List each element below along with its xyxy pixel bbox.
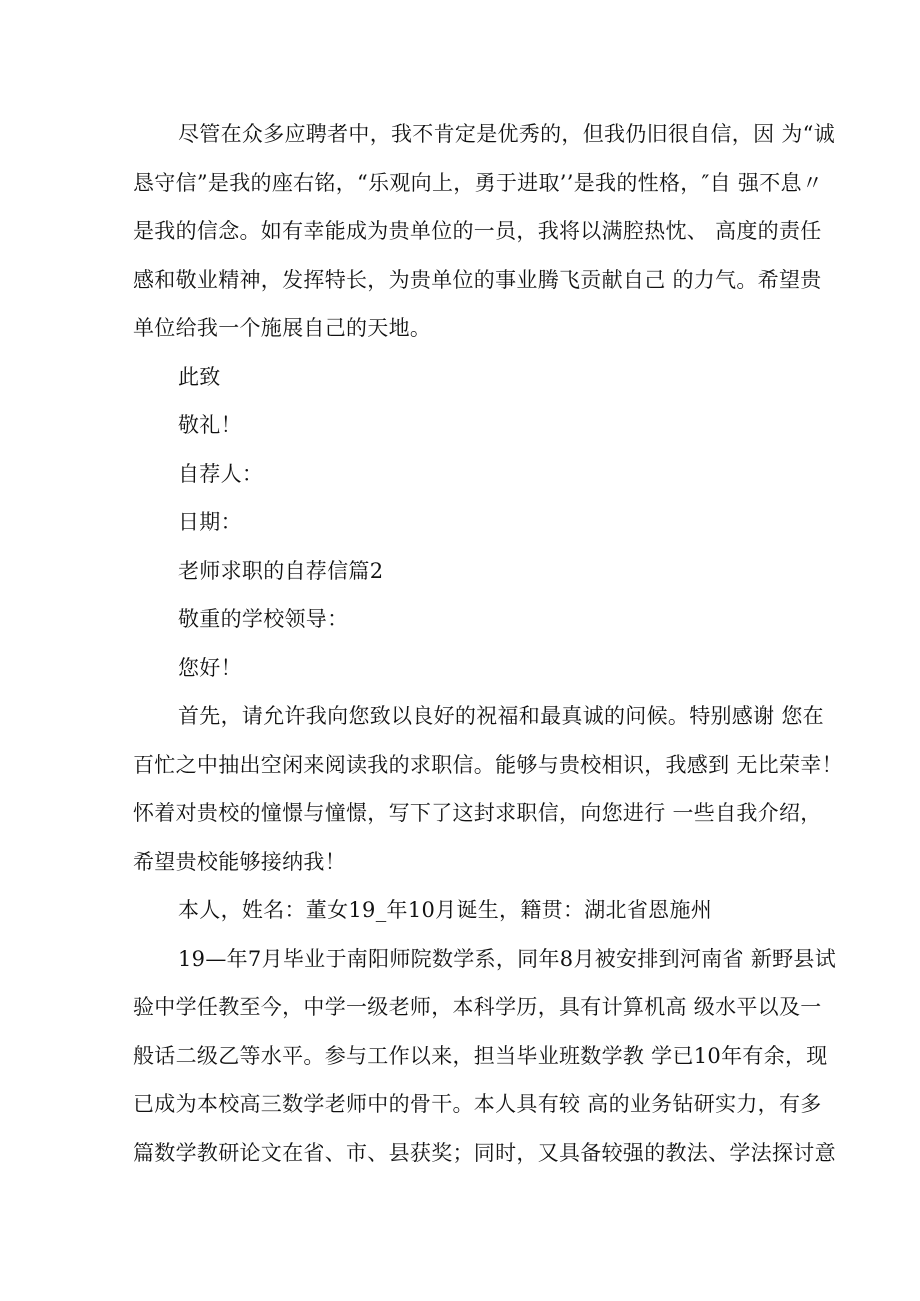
paragraph-line: 尽管在众多应聘者中，我不肯定是优秀的，但我仍旧很自信，因 为“诚 <box>178 122 836 146</box>
paragraph-line: 希望贵校能够接纳我！ <box>133 850 346 874</box>
paragraph-line: 19—年7月毕业于南阳师院数学系，同年8月被安排到河南省 新野县试 <box>178 947 837 971</box>
date-line: 日期： <box>178 510 242 534</box>
paragraph-line: 恳守信”是我的座右铭，“乐观向上，勇于进取’’是我的性格，″自 强不息〃 <box>133 171 824 195</box>
paragraph-line: 般话二级乙等水平。参与工作以来，担当毕业班数学教 学已10年有余，现 <box>133 1044 828 1068</box>
paragraph-line: 首先，请允许我向您致以良好的祝福和最真诚的问候。特别感谢 您在 <box>178 704 824 728</box>
signature-line: 自荐人： <box>178 462 264 486</box>
greeting-line: 敬重的学校领导： <box>178 607 349 631</box>
paragraph-line: 感和敬业精神，发挥特长，为贵单位的事业腾飞贡献自己 的力气。希望贵 <box>133 268 822 292</box>
paragraph-line: 已成为本校高三数学老师中的骨干。本人具有较 高的业务钻研实力，有多 <box>133 1092 822 1116</box>
paragraph-line: 篇数学教研论文在省、市、县获奖；同时，又具备较强的教法、学法探讨意 <box>133 1141 836 1165</box>
paragraph-line: 本人，姓名：董女19_年10月诞生，籍贯：湖北省恩施州 <box>178 898 713 922</box>
paragraph-line: 是我的信念。如有幸能成为贵单位的一员，我将以满腔热忱、 高度的责任 <box>133 219 822 243</box>
paragraph-line: 百忙之中抽出空闲来阅读我的求职信。能够与贵校相识，我感到 无比荣幸！ <box>133 753 843 777</box>
paragraph-line: 单位给我一个施展自己的天地。 <box>133 316 432 340</box>
greeting-line: 您好！ <box>178 656 242 680</box>
salutation-line: 敬礼！ <box>178 413 242 437</box>
section-title: 老师求职的自荐信篇2 <box>178 559 384 583</box>
paragraph-line: 验中学任教至今，中学一级老师，本科学历，具有计算机高 级水平以及一 <box>133 995 822 1019</box>
paragraph-line: 怀着对贵校的憧憬与憧憬，写下了这封求职信，向您进行 一些自我介绍， <box>133 801 822 825</box>
closing-line: 此致 <box>178 365 221 389</box>
